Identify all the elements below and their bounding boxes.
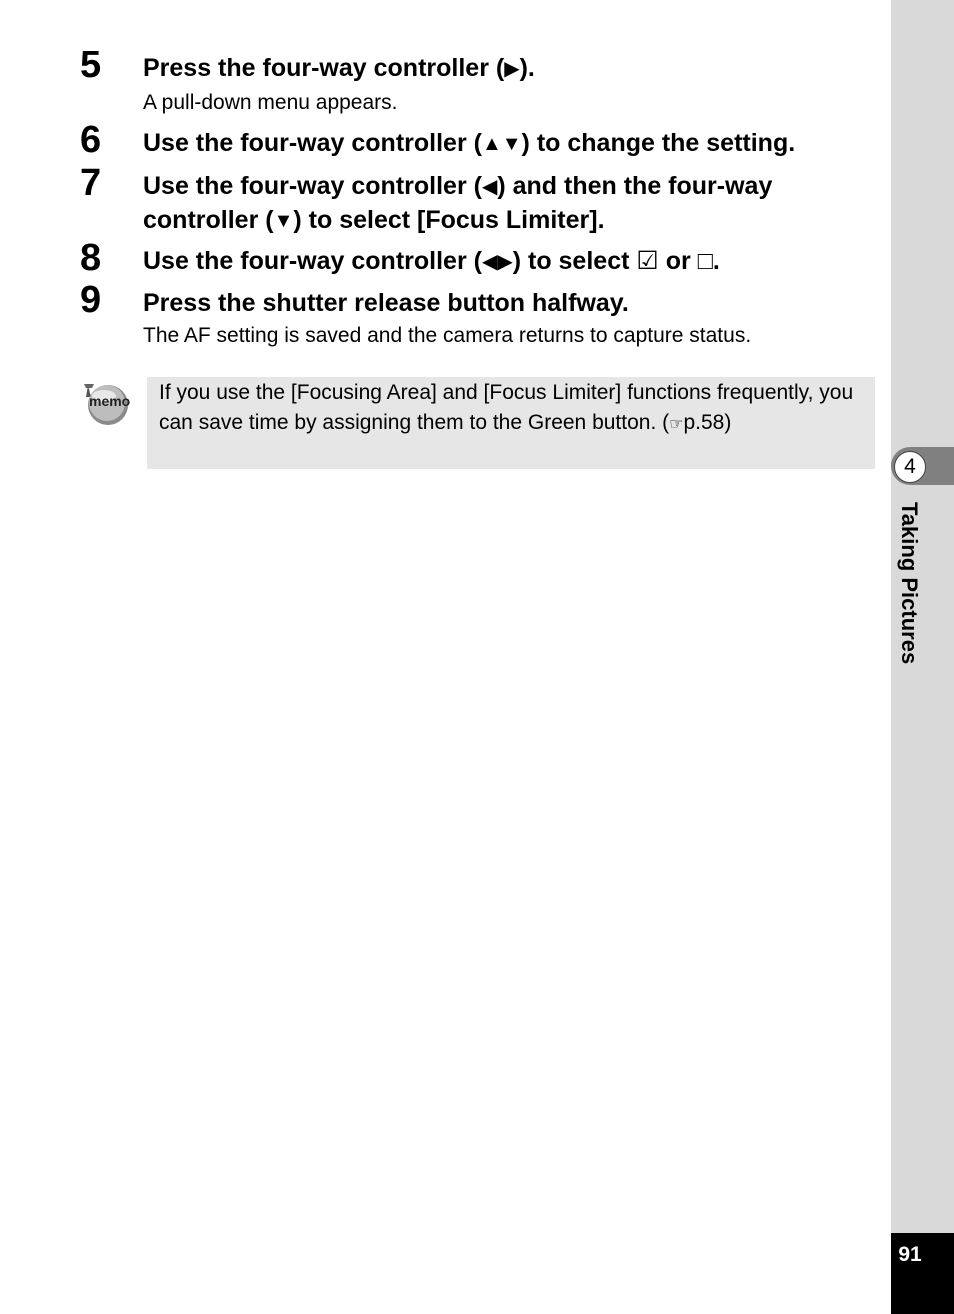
step-number: 8: [80, 237, 102, 279]
page-reference-link: p.58): [683, 410, 732, 434]
checked-box-icon: ☑: [636, 247, 659, 275]
step-text-part: ).: [519, 54, 535, 82]
step-text-part: Use the four-way controller (: [143, 247, 482, 275]
memo-icon: [82, 381, 132, 427]
step-instruction: Press the shutter release button halfway.: [143, 289, 629, 317]
empty-box-icon: □: [697, 247, 713, 275]
page-number-box: [891, 1233, 954, 1314]
step-instruction: [143, 52, 883, 86]
step-text-part: .: [712, 247, 720, 275]
memo-box: [147, 377, 875, 469]
step-text-part: Use the four-way controller (: [143, 172, 482, 200]
step-text-part: or: [658, 247, 698, 275]
up-down-arrow-icon: ▲▼: [481, 133, 522, 155]
step-number: 9: [80, 279, 102, 321]
step-text-part: controller (: [143, 206, 274, 234]
step-number: 7: [80, 162, 102, 204]
step-text-part: Press the four-way controller (: [143, 54, 505, 82]
step-instruction: [143, 127, 883, 161]
step-text-part: Use the four-way controller (: [143, 129, 482, 157]
memo-text-main: If you use the [Focusing Area] and [Focus Limiter] functions frequently, you can save time by assigning them to the Green button. (: [159, 381, 854, 434]
step-text-part: ) to change the setting.: [521, 129, 796, 157]
step-text-part: ) and then the four-way: [497, 172, 773, 200]
page-number: 91: [898, 1243, 922, 1266]
step-text-part: ) to select [Focus Limiter].: [293, 206, 605, 234]
chapter-number: 4: [894, 451, 926, 483]
memo-text: [159, 378, 859, 439]
memo-icon-label: memo: [89, 393, 131, 409]
chapter-title: Taking Pictures: [897, 502, 922, 665]
down-arrow-icon: ▼: [273, 210, 294, 232]
right-arrow-icon: ▶: [504, 58, 520, 80]
step-instruction: [143, 245, 883, 279]
step-text-part: ) to select: [512, 247, 637, 275]
step-number: 6: [80, 119, 102, 161]
step-instruction: [143, 170, 883, 238]
step-description: The AF setting is saved and the camera returns to capture status.: [143, 324, 752, 347]
page-reference-icon: ☞: [669, 415, 684, 433]
step-description: A pull-down menu appears.: [143, 91, 398, 114]
left-right-arrow-icon: ◀▶: [481, 251, 513, 273]
left-arrow-icon: ◀: [481, 176, 498, 198]
step-number: 5: [80, 44, 102, 86]
